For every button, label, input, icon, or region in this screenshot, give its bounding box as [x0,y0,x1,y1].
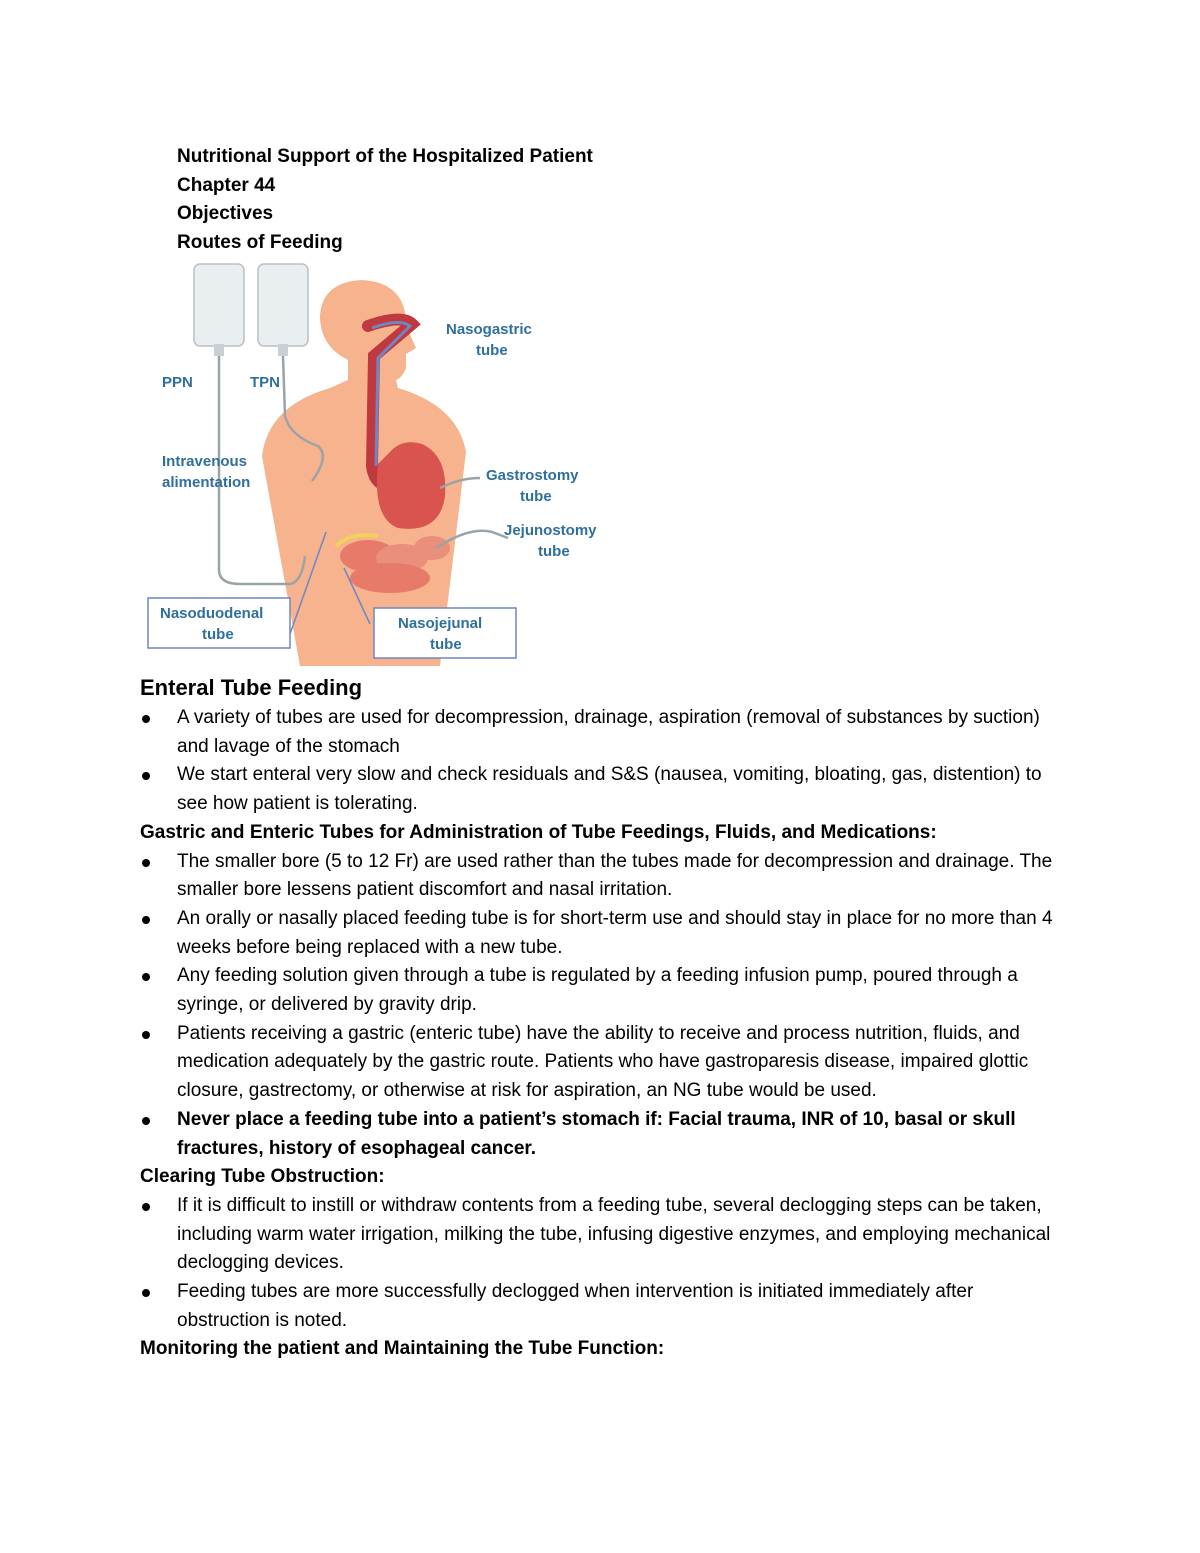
list-item: If it is difficult to instill or withdraw contents from a feeding tube, several declogging steps can be taken, including warm water irrigation, milking the tube, infusing digestive enzymes, and employing mechanical declogging devices. [140,1192,1070,1278]
gastrostomy-label: Gastrostomy [486,467,579,484]
alimentation-label: alimentation [162,474,251,491]
clearing-heading: Clearing Tube Obstruction: [140,1166,385,1188]
chapter-label: Chapter 44 [177,174,276,196]
document-body [140,672,1070,1364]
enteral-heading: Enteral Tube Feeding [140,675,363,700]
list-item: We start enteral very slow and check residuals and S&S (nausea, vomiting, bloating, gas, distention) to see how patient is tolerating. [140,761,1070,818]
list-item: The smaller bore (5 to 12 Fr) are used rather than the tubes made for decompression and drainage. The smaller bore lessens patient discomfort and nasal irritation. [140,848,1070,905]
jejunostomy-label: Jejunostomy [504,522,597,539]
tpn-label: TPN [250,374,280,391]
feeding-routes-figure [140,256,630,666]
ppn-bag [194,264,244,356]
document-title: Nutritional Support of the Hospitalized Patient [177,146,593,167]
jejunostomy-tube-label: tube [538,543,570,560]
bullet-icon [142,916,150,924]
list-item: Feeding tubes are more successfully declogged when intervention is initiated immediately after obstruction is noted. [140,1278,1070,1335]
nasogastric-tube-label: tube [476,342,508,359]
gastric-list [140,848,1070,1164]
intro-block [177,143,593,257]
gastric-heading: Gastric and Enteric Tubes for Administration of Tube Feedings, Fluids, and Medications: [140,821,937,843]
nasogastric-label: Nasogastric [446,321,532,338]
monitoring-heading: Monitoring the patient and Maintaining the Tube Function: [140,1338,665,1360]
list-item: Any feeding solution given through a tube is regulated by a feeding infusion pump, poured through a syringe, or delivered by gravity drip. [140,962,1070,1019]
nasoduodenal-tube-label: tube [202,626,234,643]
enteral-list [140,704,1070,819]
list-item: An orally or nasally placed feeding tube is for short-term use and should stay in place for no more than 4 weeks before being replaced with a new tube. [140,905,1070,962]
nasojejunal-label: Nasojejunal [398,615,483,632]
stomach [377,442,445,529]
ppn-label: PPN [162,374,193,391]
clearing-list [140,1192,1070,1336]
feeding-routes-illustration [140,256,630,666]
routes-of-feeding-label: Routes of Feeding [177,231,343,253]
gastrostomy-tube-label: tube [520,488,552,505]
list-item: Patients receiving a gastric (enteric tube) have the ability to receive and process nutrition, fluids, and medication adequately by the gastric route. Patients who have gastroparesis disease, impaired glottic closure, gastrectomy, or otherwise at risk for aspiration, an NG tube would be used. [140,1020,1070,1106]
bullet-icon [142,772,150,780]
list-item: A variety of tubes are used for decompression, drainage, aspiration (removal of substances by suction) and lavage of the stomach [140,704,1070,761]
bullet-icon [142,973,150,981]
nasojejunal-tube-label: tube [430,636,462,653]
bullet-icon [142,1289,150,1297]
bullet-icon [142,1117,150,1125]
intravenous-label: Intravenous [162,453,248,470]
bullet-icon [142,1203,150,1211]
objectives-label: Objectives [177,203,274,224]
list-item: Never place a feeding tube into a patient’s stomach if: Facial trauma, INR of 10, basal or skull fractures, history of esophageal cancer. [140,1106,1070,1163]
bullet-icon [142,715,150,723]
tpn-bag [258,264,308,356]
nasoduodenal-label: Nasoduodenal [160,605,264,622]
bullet-icon [142,1031,150,1039]
bullet-icon [142,859,150,867]
